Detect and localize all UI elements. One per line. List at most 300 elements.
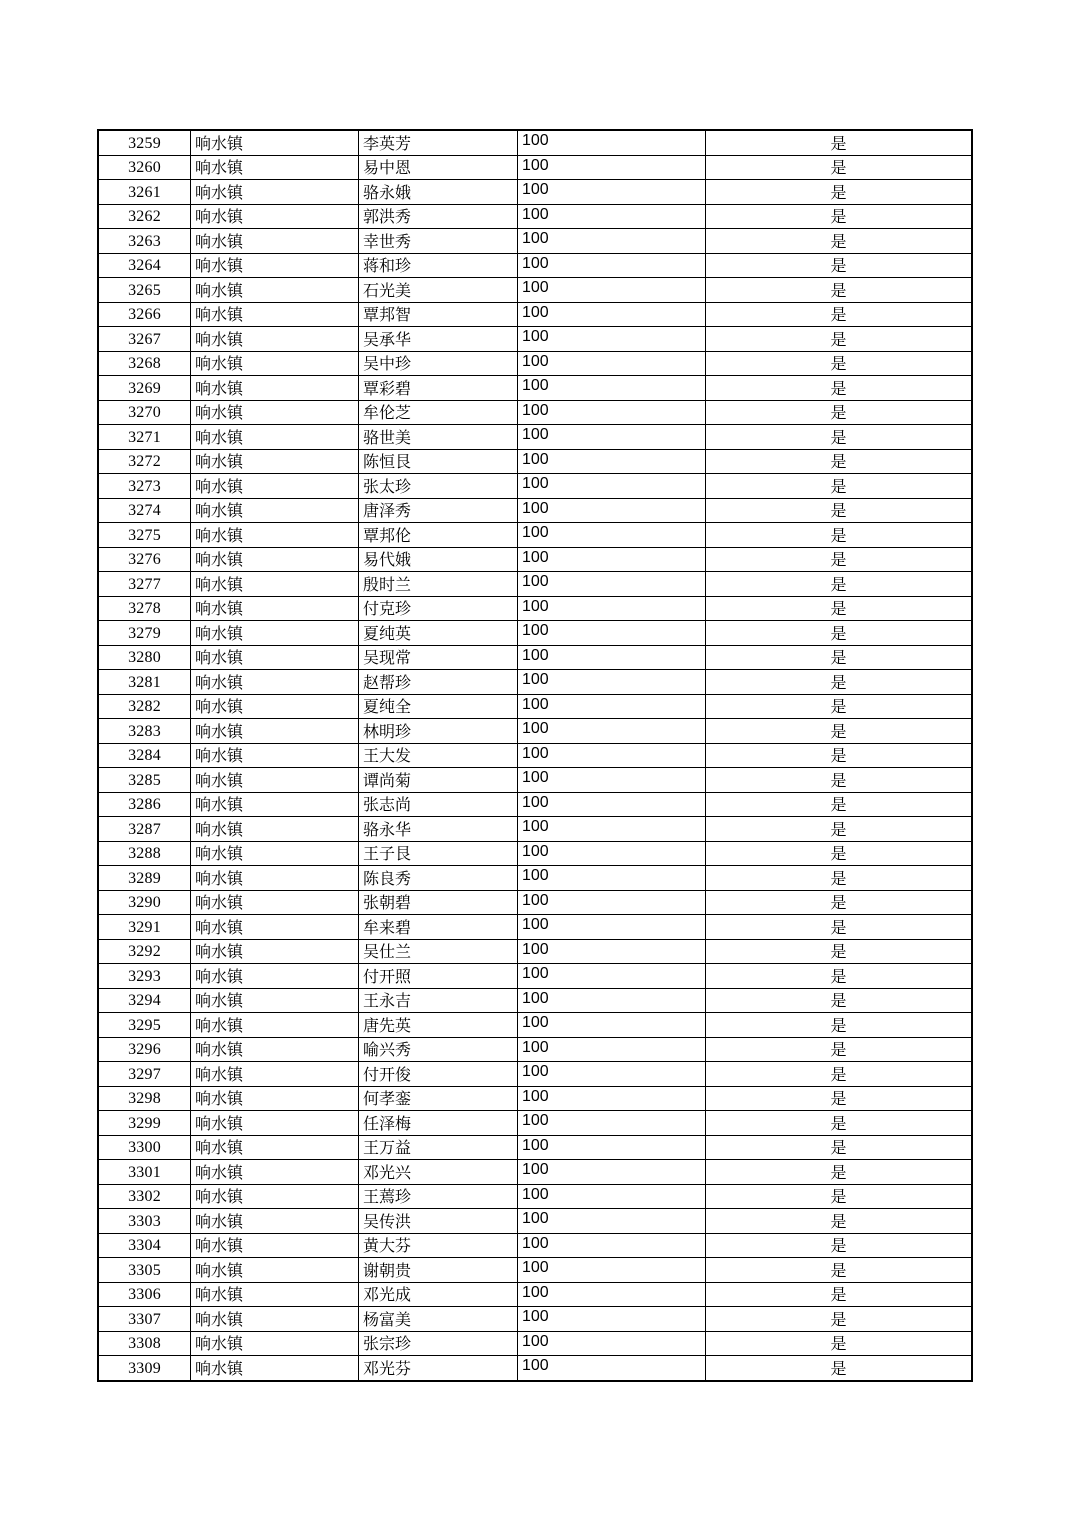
amount-cell: 100: [518, 964, 706, 989]
person-name-cell: 邓光成: [359, 1282, 518, 1307]
person-name-cell: 覃彩碧: [359, 376, 518, 401]
amount-cell: 100: [518, 890, 706, 915]
amount-cell: 100: [518, 1331, 706, 1356]
row-number-cell: 3307: [98, 1307, 191, 1332]
table-row: [98, 645, 972, 670]
status-cell: 是: [706, 792, 973, 817]
town-cell: 响水镇: [191, 792, 359, 817]
amount-cell: 100: [518, 327, 706, 352]
town-cell: 响水镇: [191, 719, 359, 744]
town-cell: 响水镇: [191, 498, 359, 523]
table-row: [98, 719, 972, 744]
row-number-cell: 3269: [98, 376, 191, 401]
person-name-cell: 唐泽秀: [359, 498, 518, 523]
row-number-cell: 3268: [98, 351, 191, 376]
amount-cell: 100: [518, 449, 706, 474]
person-name-cell: 林明珍: [359, 719, 518, 744]
table-row: [98, 130, 972, 155]
amount-cell: 100: [518, 376, 706, 401]
person-name-cell: 付开照: [359, 964, 518, 989]
row-number-cell: 3305: [98, 1258, 191, 1283]
status-cell: 是: [706, 1258, 973, 1283]
table-row: [98, 670, 972, 695]
table-row: [98, 915, 972, 940]
table-row: [98, 474, 972, 499]
row-number-cell: 3274: [98, 498, 191, 523]
town-cell: 响水镇: [191, 1258, 359, 1283]
town-cell: 响水镇: [191, 1184, 359, 1209]
status-cell: 是: [706, 964, 973, 989]
person-name-cell: 夏纯全: [359, 694, 518, 719]
row-number-cell: 3263: [98, 229, 191, 254]
row-number-cell: 3306: [98, 1282, 191, 1307]
row-number-cell: 3279: [98, 621, 191, 646]
amount-cell: 100: [518, 670, 706, 695]
town-cell: 响水镇: [191, 1356, 359, 1381]
status-cell: 是: [706, 817, 973, 842]
town-cell: 响水镇: [191, 1062, 359, 1087]
town-cell: 响水镇: [191, 988, 359, 1013]
status-cell: 是: [706, 351, 973, 376]
status-cell: 是: [706, 1209, 973, 1234]
amount-cell: 100: [518, 1037, 706, 1062]
table-row: [98, 376, 972, 401]
status-cell: 是: [706, 596, 973, 621]
person-name-cell: 谭尚菊: [359, 768, 518, 793]
table-row: [98, 572, 972, 597]
status-cell: 是: [706, 229, 973, 254]
town-cell: 响水镇: [191, 1209, 359, 1234]
table-row: [98, 621, 972, 646]
person-name-cell: 骆世美: [359, 425, 518, 450]
amount-cell: 100: [518, 130, 706, 155]
person-name-cell: 殷时兰: [359, 572, 518, 597]
town-cell: 响水镇: [191, 376, 359, 401]
amount-cell: 100: [518, 204, 706, 229]
person-name-cell: 吴传洪: [359, 1209, 518, 1234]
person-name-cell: 覃邦智: [359, 302, 518, 327]
town-cell: 响水镇: [191, 180, 359, 205]
status-cell: 是: [706, 1307, 973, 1332]
amount-cell: 100: [518, 351, 706, 376]
amount-cell: 100: [518, 817, 706, 842]
amount-cell: 100: [518, 1184, 706, 1209]
status-cell: 是: [706, 547, 973, 572]
amount-cell: 100: [518, 572, 706, 597]
amount-cell: 100: [518, 400, 706, 425]
town-cell: 响水镇: [191, 1037, 359, 1062]
amount-cell: 100: [518, 768, 706, 793]
row-number-cell: 3275: [98, 523, 191, 548]
amount-cell: 100: [518, 915, 706, 940]
amount-cell: 100: [518, 1356, 706, 1381]
amount-cell: 100: [518, 547, 706, 572]
status-cell: 是: [706, 939, 973, 964]
row-number-cell: 3309: [98, 1356, 191, 1381]
table-row: [98, 1037, 972, 1062]
row-number-cell: 3299: [98, 1111, 191, 1136]
status-cell: 是: [706, 988, 973, 1013]
town-cell: 响水镇: [191, 400, 359, 425]
status-cell: 是: [706, 155, 973, 180]
town-cell: 响水镇: [191, 278, 359, 303]
table-row: [98, 351, 972, 376]
town-cell: 响水镇: [191, 866, 359, 891]
row-number-cell: 3277: [98, 572, 191, 597]
person-name-cell: 赵帮珍: [359, 670, 518, 695]
status-cell: 是: [706, 376, 973, 401]
row-number-cell: 3290: [98, 890, 191, 915]
town-cell: 响水镇: [191, 253, 359, 278]
amount-cell: 100: [518, 988, 706, 1013]
table-row: [98, 1111, 972, 1136]
table-row: [98, 1135, 972, 1160]
status-cell: 是: [706, 204, 973, 229]
status-cell: 是: [706, 694, 973, 719]
town-cell: 响水镇: [191, 523, 359, 548]
amount-cell: 100: [518, 1086, 706, 1111]
table-row: [98, 841, 972, 866]
row-number-cell: 3298: [98, 1086, 191, 1111]
table-row: [98, 155, 972, 180]
amount-cell: 100: [518, 719, 706, 744]
table-row: [98, 229, 972, 254]
town-cell: 响水镇: [191, 449, 359, 474]
town-cell: 响水镇: [191, 327, 359, 352]
town-cell: 响水镇: [191, 670, 359, 695]
table-row: [98, 180, 972, 205]
person-name-cell: 付克珍: [359, 596, 518, 621]
amount-cell: 100: [518, 425, 706, 450]
status-cell: 是: [706, 1086, 973, 1111]
person-name-cell: 唐先英: [359, 1013, 518, 1038]
row-number-cell: 3264: [98, 253, 191, 278]
row-number-cell: 3292: [98, 939, 191, 964]
amount-cell: 100: [518, 866, 706, 891]
town-cell: 响水镇: [191, 351, 359, 376]
data-table: [97, 129, 973, 1382]
person-name-cell: 张朝碧: [359, 890, 518, 915]
amount-cell: 100: [518, 1135, 706, 1160]
person-name-cell: 覃邦伦: [359, 523, 518, 548]
status-cell: 是: [706, 523, 973, 548]
town-cell: 响水镇: [191, 915, 359, 940]
person-name-cell: 邓光兴: [359, 1160, 518, 1185]
row-number-cell: 3283: [98, 719, 191, 744]
town-cell: 响水镇: [191, 302, 359, 327]
row-number-cell: 3271: [98, 425, 191, 450]
amount-cell: 100: [518, 302, 706, 327]
amount-cell: 100: [518, 1062, 706, 1087]
amount-cell: 100: [518, 792, 706, 817]
status-cell: 是: [706, 890, 973, 915]
table-row: [98, 425, 972, 450]
status-cell: 是: [706, 1037, 973, 1062]
amount-cell: 100: [518, 596, 706, 621]
person-name-cell: 吴现常: [359, 645, 518, 670]
table-row: [98, 1331, 972, 1356]
table-row: [98, 1209, 972, 1234]
person-name-cell: 谢朝贵: [359, 1258, 518, 1283]
row-number-cell: 3302: [98, 1184, 191, 1209]
table-row: [98, 400, 972, 425]
status-cell: 是: [706, 1184, 973, 1209]
status-cell: 是: [706, 498, 973, 523]
status-cell: 是: [706, 302, 973, 327]
town-cell: 响水镇: [191, 204, 359, 229]
row-number-cell: 3262: [98, 204, 191, 229]
amount-cell: 100: [518, 498, 706, 523]
table-row: [98, 743, 972, 768]
table-row: [98, 1013, 972, 1038]
status-cell: 是: [706, 1233, 973, 1258]
amount-cell: 100: [518, 1209, 706, 1234]
table-row: [98, 449, 972, 474]
person-name-cell: 夏纯英: [359, 621, 518, 646]
table-row: [98, 523, 972, 548]
status-cell: 是: [706, 572, 973, 597]
status-cell: 是: [706, 130, 973, 155]
amount-cell: 100: [518, 474, 706, 499]
table-row: [98, 547, 972, 572]
status-cell: 是: [706, 719, 973, 744]
table-row: [98, 1062, 972, 1087]
row-number-cell: 3265: [98, 278, 191, 303]
town-cell: 响水镇: [191, 1013, 359, 1038]
amount-cell: 100: [518, 743, 706, 768]
town-cell: 响水镇: [191, 1233, 359, 1258]
status-cell: 是: [706, 1356, 973, 1381]
status-cell: 是: [706, 474, 973, 499]
town-cell: 响水镇: [191, 768, 359, 793]
table-row: [98, 253, 972, 278]
row-number-cell: 3294: [98, 988, 191, 1013]
table-row: [98, 890, 972, 915]
status-cell: 是: [706, 1062, 973, 1087]
town-cell: 响水镇: [191, 841, 359, 866]
person-name-cell: 王大发: [359, 743, 518, 768]
table-row: [98, 817, 972, 842]
person-name-cell: 王万益: [359, 1135, 518, 1160]
status-cell: 是: [706, 670, 973, 695]
person-name-cell: 张志尚: [359, 792, 518, 817]
amount-cell: 100: [518, 621, 706, 646]
amount-cell: 100: [518, 1111, 706, 1136]
person-name-cell: 吴仕兰: [359, 939, 518, 964]
status-cell: 是: [706, 253, 973, 278]
row-number-cell: 3260: [98, 155, 191, 180]
person-name-cell: 易代娥: [359, 547, 518, 572]
status-cell: 是: [706, 1282, 973, 1307]
person-name-cell: 牟伦芝: [359, 400, 518, 425]
person-name-cell: 黄大芬: [359, 1233, 518, 1258]
row-number-cell: 3293: [98, 964, 191, 989]
table-row: [98, 302, 972, 327]
status-cell: 是: [706, 327, 973, 352]
table-row: [98, 866, 972, 891]
person-name-cell: 张宗珍: [359, 1331, 518, 1356]
table-row: [98, 596, 972, 621]
amount-cell: 100: [518, 253, 706, 278]
status-cell: 是: [706, 180, 973, 205]
amount-cell: 100: [518, 1013, 706, 1038]
row-number-cell: 3301: [98, 1160, 191, 1185]
row-number-cell: 3300: [98, 1135, 191, 1160]
status-cell: 是: [706, 1013, 973, 1038]
status-cell: 是: [706, 278, 973, 303]
town-cell: 响水镇: [191, 474, 359, 499]
person-name-cell: 李英芳: [359, 130, 518, 155]
amount-cell: 100: [518, 694, 706, 719]
table-row: [98, 204, 972, 229]
person-name-cell: 王蔫珍: [359, 1184, 518, 1209]
row-number-cell: 3304: [98, 1233, 191, 1258]
row-number-cell: 3296: [98, 1037, 191, 1062]
row-number-cell: 3261: [98, 180, 191, 205]
person-name-cell: 何孝銮: [359, 1086, 518, 1111]
row-number-cell: 3284: [98, 743, 191, 768]
person-name-cell: 骆永娥: [359, 180, 518, 205]
amount-cell: 100: [518, 645, 706, 670]
row-number-cell: 3286: [98, 792, 191, 817]
amount-cell: 100: [518, 155, 706, 180]
town-cell: 响水镇: [191, 130, 359, 155]
table-body: [98, 130, 972, 1381]
amount-cell: 100: [518, 229, 706, 254]
person-name-cell: 牟来碧: [359, 915, 518, 940]
row-number-cell: 3278: [98, 596, 191, 621]
row-number-cell: 3267: [98, 327, 191, 352]
status-cell: 是: [706, 425, 973, 450]
town-cell: 响水镇: [191, 229, 359, 254]
town-cell: 响水镇: [191, 645, 359, 670]
amount-cell: 100: [518, 180, 706, 205]
row-number-cell: 3281: [98, 670, 191, 695]
person-name-cell: 幸世秀: [359, 229, 518, 254]
status-cell: 是: [706, 400, 973, 425]
row-number-cell: 3276: [98, 547, 191, 572]
amount-cell: 100: [518, 1282, 706, 1307]
table-row: [98, 278, 972, 303]
town-cell: 响水镇: [191, 939, 359, 964]
amount-cell: 100: [518, 841, 706, 866]
table-row: [98, 1356, 972, 1381]
status-cell: 是: [706, 841, 973, 866]
row-number-cell: 3259: [98, 130, 191, 155]
town-cell: 响水镇: [191, 817, 359, 842]
status-cell: 是: [706, 449, 973, 474]
table-row: [98, 1184, 972, 1209]
town-cell: 响水镇: [191, 1282, 359, 1307]
amount-cell: 100: [518, 939, 706, 964]
status-cell: 是: [706, 1135, 973, 1160]
person-name-cell: 王子艮: [359, 841, 518, 866]
town-cell: 响水镇: [191, 425, 359, 450]
table-row: [98, 327, 972, 352]
table-row: [98, 939, 972, 964]
amount-cell: 100: [518, 523, 706, 548]
town-cell: 响水镇: [191, 964, 359, 989]
town-cell: 响水镇: [191, 1086, 359, 1111]
row-number-cell: 3308: [98, 1331, 191, 1356]
town-cell: 响水镇: [191, 572, 359, 597]
status-cell: 是: [706, 645, 973, 670]
amount-cell: 100: [518, 1307, 706, 1332]
row-number-cell: 3297: [98, 1062, 191, 1087]
person-name-cell: 任泽梅: [359, 1111, 518, 1136]
amount-cell: 100: [518, 278, 706, 303]
town-cell: 响水镇: [191, 1135, 359, 1160]
person-name-cell: 邓光芬: [359, 1356, 518, 1381]
table-row: [98, 1086, 972, 1111]
person-name-cell: 吴中珍: [359, 351, 518, 376]
row-number-cell: 3285: [98, 768, 191, 793]
table-row: [98, 1160, 972, 1185]
person-name-cell: 郭洪秀: [359, 204, 518, 229]
town-cell: 响水镇: [191, 743, 359, 768]
table-row: [98, 1282, 972, 1307]
amount-cell: 100: [518, 1160, 706, 1185]
person-name-cell: 骆永华: [359, 817, 518, 842]
table-row: [98, 498, 972, 523]
table-row: [98, 694, 972, 719]
town-cell: 响水镇: [191, 621, 359, 646]
table-row: [98, 792, 972, 817]
row-number-cell: 3291: [98, 915, 191, 940]
row-number-cell: 3282: [98, 694, 191, 719]
person-name-cell: 杨富美: [359, 1307, 518, 1332]
person-name-cell: 易中恩: [359, 155, 518, 180]
person-name-cell: 付开俊: [359, 1062, 518, 1087]
status-cell: 是: [706, 866, 973, 891]
table-row: [98, 964, 972, 989]
row-number-cell: 3295: [98, 1013, 191, 1038]
row-number-cell: 3288: [98, 841, 191, 866]
person-name-cell: 张太珍: [359, 474, 518, 499]
town-cell: 响水镇: [191, 155, 359, 180]
row-number-cell: 3289: [98, 866, 191, 891]
row-number-cell: 3303: [98, 1209, 191, 1234]
person-name-cell: 陈恒艮: [359, 449, 518, 474]
table-row: [98, 1307, 972, 1332]
status-cell: 是: [706, 621, 973, 646]
person-name-cell: 吴承华: [359, 327, 518, 352]
town-cell: 响水镇: [191, 1111, 359, 1136]
town-cell: 响水镇: [191, 1160, 359, 1185]
amount-cell: 100: [518, 1258, 706, 1283]
row-number-cell: 3273: [98, 474, 191, 499]
town-cell: 响水镇: [191, 547, 359, 572]
table-row: [98, 1258, 972, 1283]
person-name-cell: 蒋和珍: [359, 253, 518, 278]
person-name-cell: 王永吉: [359, 988, 518, 1013]
town-cell: 响水镇: [191, 890, 359, 915]
town-cell: 响水镇: [191, 694, 359, 719]
town-cell: 响水镇: [191, 1331, 359, 1356]
person-name-cell: 石光美: [359, 278, 518, 303]
amount-cell: 100: [518, 1233, 706, 1258]
status-cell: 是: [706, 1160, 973, 1185]
row-number-cell: 3287: [98, 817, 191, 842]
row-number-cell: 3266: [98, 302, 191, 327]
table-row: [98, 768, 972, 793]
status-cell: 是: [706, 1331, 973, 1356]
row-number-cell: 3270: [98, 400, 191, 425]
town-cell: 响水镇: [191, 596, 359, 621]
person-name-cell: 陈良秀: [359, 866, 518, 891]
table-row: [98, 988, 972, 1013]
status-cell: 是: [706, 743, 973, 768]
